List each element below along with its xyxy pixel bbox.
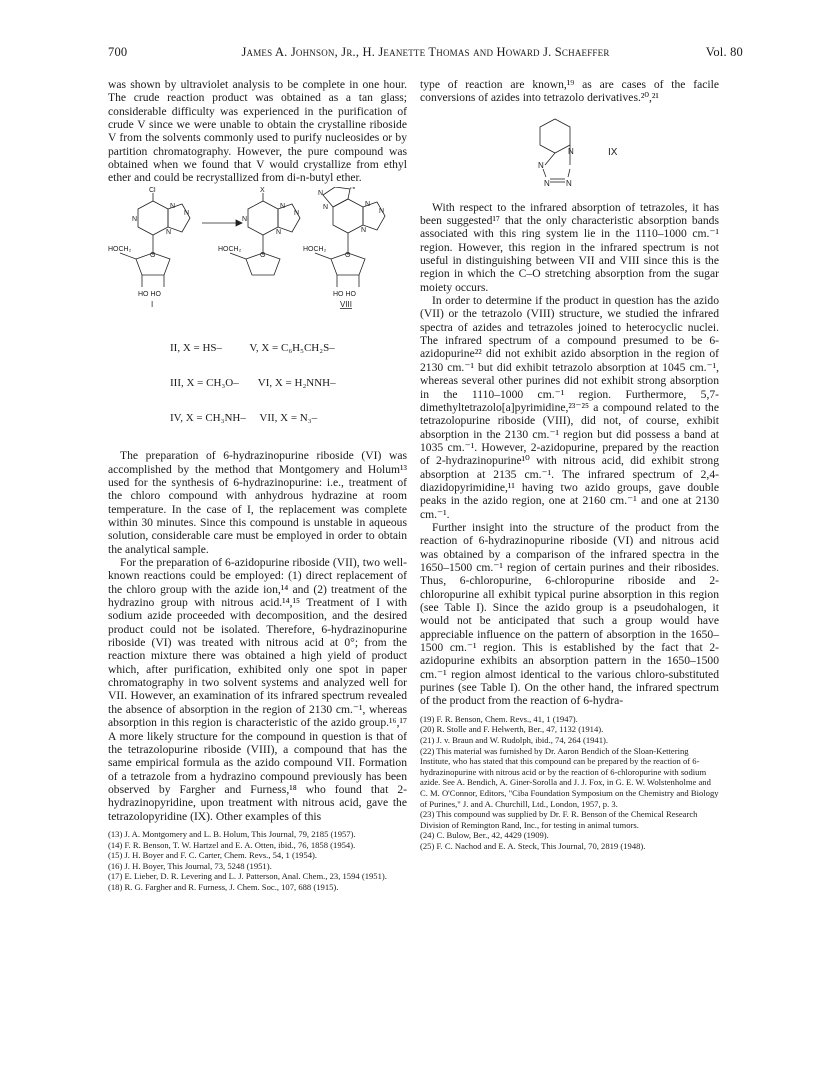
ring-atom-label: N xyxy=(568,146,574,156)
footnote: (25) F. C. Nachod and E. A. Steck, This Journal, 70, 2819 (1948). xyxy=(420,840,646,851)
ring-oxygen-label: O xyxy=(345,251,351,259)
footnote: (21) J. v. Braun and W. Rudolph, ibid., 74, 264 (1941). xyxy=(420,734,609,745)
left-column xyxy=(108,78,407,892)
footnote: (24) C. Bulow, Ber., 42, 4429 (1909). xyxy=(420,830,549,841)
ring-atom-label: N xyxy=(323,203,329,211)
hydroxymethyl-label: HOCH₂ xyxy=(108,245,132,253)
formula-line: III, X = CH₃O– VI, X = H₂NNH– xyxy=(170,376,336,389)
paragraph: For the preparation of 6-azidopurine riboside (VII), two well-known reactions could be employed: (1) direct replacement of the chloro group with the azide ion,¹⁴ and (2) treatment of the hydrazino group with nitrous acid.¹⁴,¹⁵ Treatment of I with sodium azide proceeded with decomposition, and the desired product could not be isolated. Therefore, 6-hydrazinopurine riboside (VI) was treated with nitrous acid at 0°; from the reaction mixture there was obtained a high yield of product which, after purification, exhibited only one spot in paper chromatography in two solvent systems and analyzed well for VII. However, an examination of its infrared spectrum revealed the absence of absorption in the region of 2130 cm.⁻¹, whereas absorption in this region is characteristic of the azido group.¹⁶,¹⁷ A more likely structure for the compound in question is that of the tetrazolopurine riboside (VIII), a compound that has the same empirical formula as the azido compound VII. Formation of a tetrazole from a hydrazino compound previously has been observed by Fargher and Furness,¹⁸ who found that 2-hydrazinopyridine, upon treatment with nitrous acid, gave the tetrazolopyridine (IX). Other examples of this xyxy=(108,556,407,823)
ring-atom-label: N xyxy=(538,160,544,170)
paragraph: Further insight into the structure of the product from the reaction of 6-hydrazinopurine riboside (VI) and nitrous acid was obtained by a comparison of the infrared spectra in the 1650–1500 cm.⁻¹ region of certain purines and their ribosides. Thus, 6-chloropurine, 6-chloropurine riboside and 2-chloropurine all exhibit typical purine absorption in this region (see Table I). Since the azido group is a pseudohalogen, it would not be anticipated that such a group would have appreciable influence on the pattern of absorption in the 1650–1500 cm.⁻¹ region. This is established by the fact that 2-azidopurine exhibits an absorption pattern in the 1650–1500 cm.⁻¹ region almost identical to the various chloro-substituted purines (see Table I). On the other hand, the infrared spectrum of the product from the reaction of 6-hydra- xyxy=(420,520,719,708)
footnote: (23) This compound was supplied by Dr. F. R. Benson of the Chemical Research Division of Remington Rand, Inc., for testing in animal tumors. xyxy=(420,809,698,830)
running-header xyxy=(108,45,743,65)
ring-atom-label: N xyxy=(242,215,248,223)
footnotes-right xyxy=(420,714,719,852)
footnote: (19) F. R. Benson, Chem. Revs., 41, 1 (1947). xyxy=(420,713,578,724)
ring-atom-label: N xyxy=(280,202,286,210)
compound-label: VIII xyxy=(340,299,353,309)
substituent-label: X xyxy=(260,186,265,194)
compound-label: I xyxy=(151,299,154,309)
paragraph: In order to determine if the product in question has the azido (VII) or the tetrazolo (VIII) structure, we studied the infrared spectra of azides and tetrazoles joined to heterocyclic nuclei. The infrared spectrum of a compound presumed to be 6-azidopurine²² did not exhibit azido absorption in the region of 2130 cm.⁻¹ but did exhibit tetrazolo absorption at 1045 cm.⁻¹, whereas several other purines did not exhibit strong absorption in the 1110–1000 cm.⁻¹ region. Furthermore, 5,7-dimethyltetrazolo[a]pyrimidine,²³⁻²⁵ a compound related to the tetrazolopurine riboside (VIII), did not, of course, exhibit absorption in the 2130 cm.⁻¹ region but did possess a band at 1035 cm.⁻¹. However, 2-azidopurine, prepared by the reaction of 2-hydrazinopurine¹⁰ with nitrous acid, did exhibit strong absorption at 2135 cm.⁻¹. The infrared spectrum of 2,4-diazidopyrimidine,¹¹ having two azido groups, gave double peaks in the azido region, one at 2160 cm.⁻¹ and one at 2130 cm.⁻¹. xyxy=(420,294,719,521)
footnote: (13) J. A. Montgomery and L. B. Holum, This Journal, 79, 2185 (1957). xyxy=(108,828,356,839)
footnote: (17) E. Lieber, D. R. Levering and L. J. Patterson, Anal. Chem., 23, 1594 (1951). xyxy=(108,871,387,882)
ring-oxygen-label: O xyxy=(150,251,156,259)
ring-atom-label: N xyxy=(132,215,138,223)
formula-line: IV, X = CH₃NH– VII, X = N₃– xyxy=(170,411,318,424)
reaction-scheme xyxy=(108,187,407,448)
ring-atom-label: N xyxy=(170,202,176,210)
footnote: (14) F. R. Benson, T. W. Hartzel and E. A. Otten, ibid., 76, 1858 (1954). xyxy=(108,839,356,850)
footnotes-left xyxy=(108,829,407,893)
hydroxymethyl-label: HOCH₂ xyxy=(303,245,327,253)
structure-ix xyxy=(420,107,719,199)
ring-atom-label: N xyxy=(350,186,356,191)
hydroxyl-label: HO HO xyxy=(333,290,356,298)
page-number: 700 xyxy=(108,45,128,59)
paragraph: The preparation of 6-hydrazinopurine riboside (VI) was accomplished by the method that Montgomery and Holum¹³ used for the synthesis of 6-hydrazinopurine: i.e., treatment of the chloro compound with anhydrous hydrazine at room temperature. In the case of I, the replacement was complete within 30 minutes. Since this compound is unstable in aqueous solution, considerable care must be employed in order to obtain the analytical sample. xyxy=(108,449,407,556)
header-authors: James A. Johnson, Jr., H. Jeanette Thomas and Howard J. Schaeffer xyxy=(241,45,610,59)
ring-oxygen-label: O xyxy=(260,251,266,259)
footnote: (18) R. G. Fargher and R. Furness, J. Chem. Soc., 107, 688 (1915). xyxy=(108,881,339,892)
ring-atom-label: N xyxy=(365,200,371,208)
ring-atom-label: N xyxy=(276,228,282,236)
footnote: (16) J. H. Boyer, This Journal, 73, 5248 (1951). xyxy=(108,860,272,871)
compound-label: IX xyxy=(608,146,618,158)
paragraph: type of reaction are known,¹⁹ as are cases of the facile conversions of azides into tetrazolo derivatives.²⁰,²¹ xyxy=(420,78,719,105)
ring-atom-label: N xyxy=(166,228,172,236)
footnote: (15) J. H. Boyer and F. C. Carter, Chem. Revs., 54, 1 (1954). xyxy=(108,850,318,861)
ring-atom-label: N xyxy=(566,178,572,188)
substituent-key xyxy=(108,320,407,448)
reaction-scheme-drawing xyxy=(108,187,407,327)
ring-atom-label: N xyxy=(294,209,300,217)
ring-atom-label: N xyxy=(544,178,550,188)
volume-label: Vol. 80 xyxy=(705,45,743,59)
right-column xyxy=(420,78,719,851)
hydroxyl-label: HO HO xyxy=(138,290,161,298)
ring-atom-label: N xyxy=(379,207,385,215)
ring-atom-label: N xyxy=(361,226,367,234)
paragraph: With respect to the infrared absorption of tetrazoles, it has been suggested¹⁷ that the only characteristic absorption bands associated with this ring system lie in the 1110–1000 cm.⁻¹ region. However, this region in the infrared spectrum is not useful in distinguishing between VII and VIII since this is the region in which the C–O stretching absorption from the sugar moiety occurs. xyxy=(420,200,719,294)
footnote: (22) This material was furnished by Dr. Aaron Bendich of the Sloan-Kettering Institute, who has stated that this compound can be prepared by the reaction of 6-hydrazinopurine with nitrous acid or by the reaction of 6-chloropurine with sodium azide. See A. Bendich, A. Giner-Sorolla and J. J. Fox, in G. E. W. Wolstenholme and C. M. O'Connor, Editors, "Ciba Foundation Symposium on the Chemistry and Biology of Purines," J. and A. Churchill, Ltd., London, 1957, p. 3. xyxy=(420,745,719,809)
ring-atom-label: N xyxy=(184,209,190,217)
substituent-label: Cl xyxy=(149,186,156,194)
paragraph: was shown by ultraviolet analysis to be complete in one hour. The crude reaction product was obtained as a tan glass; considerable difficulty was experienced in the purification of crude V since we were unable to obtain the crystalline riboside V from the solvents commonly used to purify nucleosides or by partition chromatography. However, the pure compound was obtained when we found that V would crystallize from ethyl ether and could be recrystallized from di-n-butyl ether. xyxy=(108,78,407,185)
footnote: (20) R. Stolle and F. Helwerth, Ber., 47, 1132 (1914). xyxy=(420,724,604,735)
tetrazolopyridine-drawing xyxy=(420,107,719,199)
hydroxymethyl-label: HOCH₂ xyxy=(218,245,242,253)
formula-line: II, X = HS– V, X = C₆H₅CH₂S– xyxy=(170,341,335,354)
ring-atom-label: N xyxy=(318,189,324,197)
